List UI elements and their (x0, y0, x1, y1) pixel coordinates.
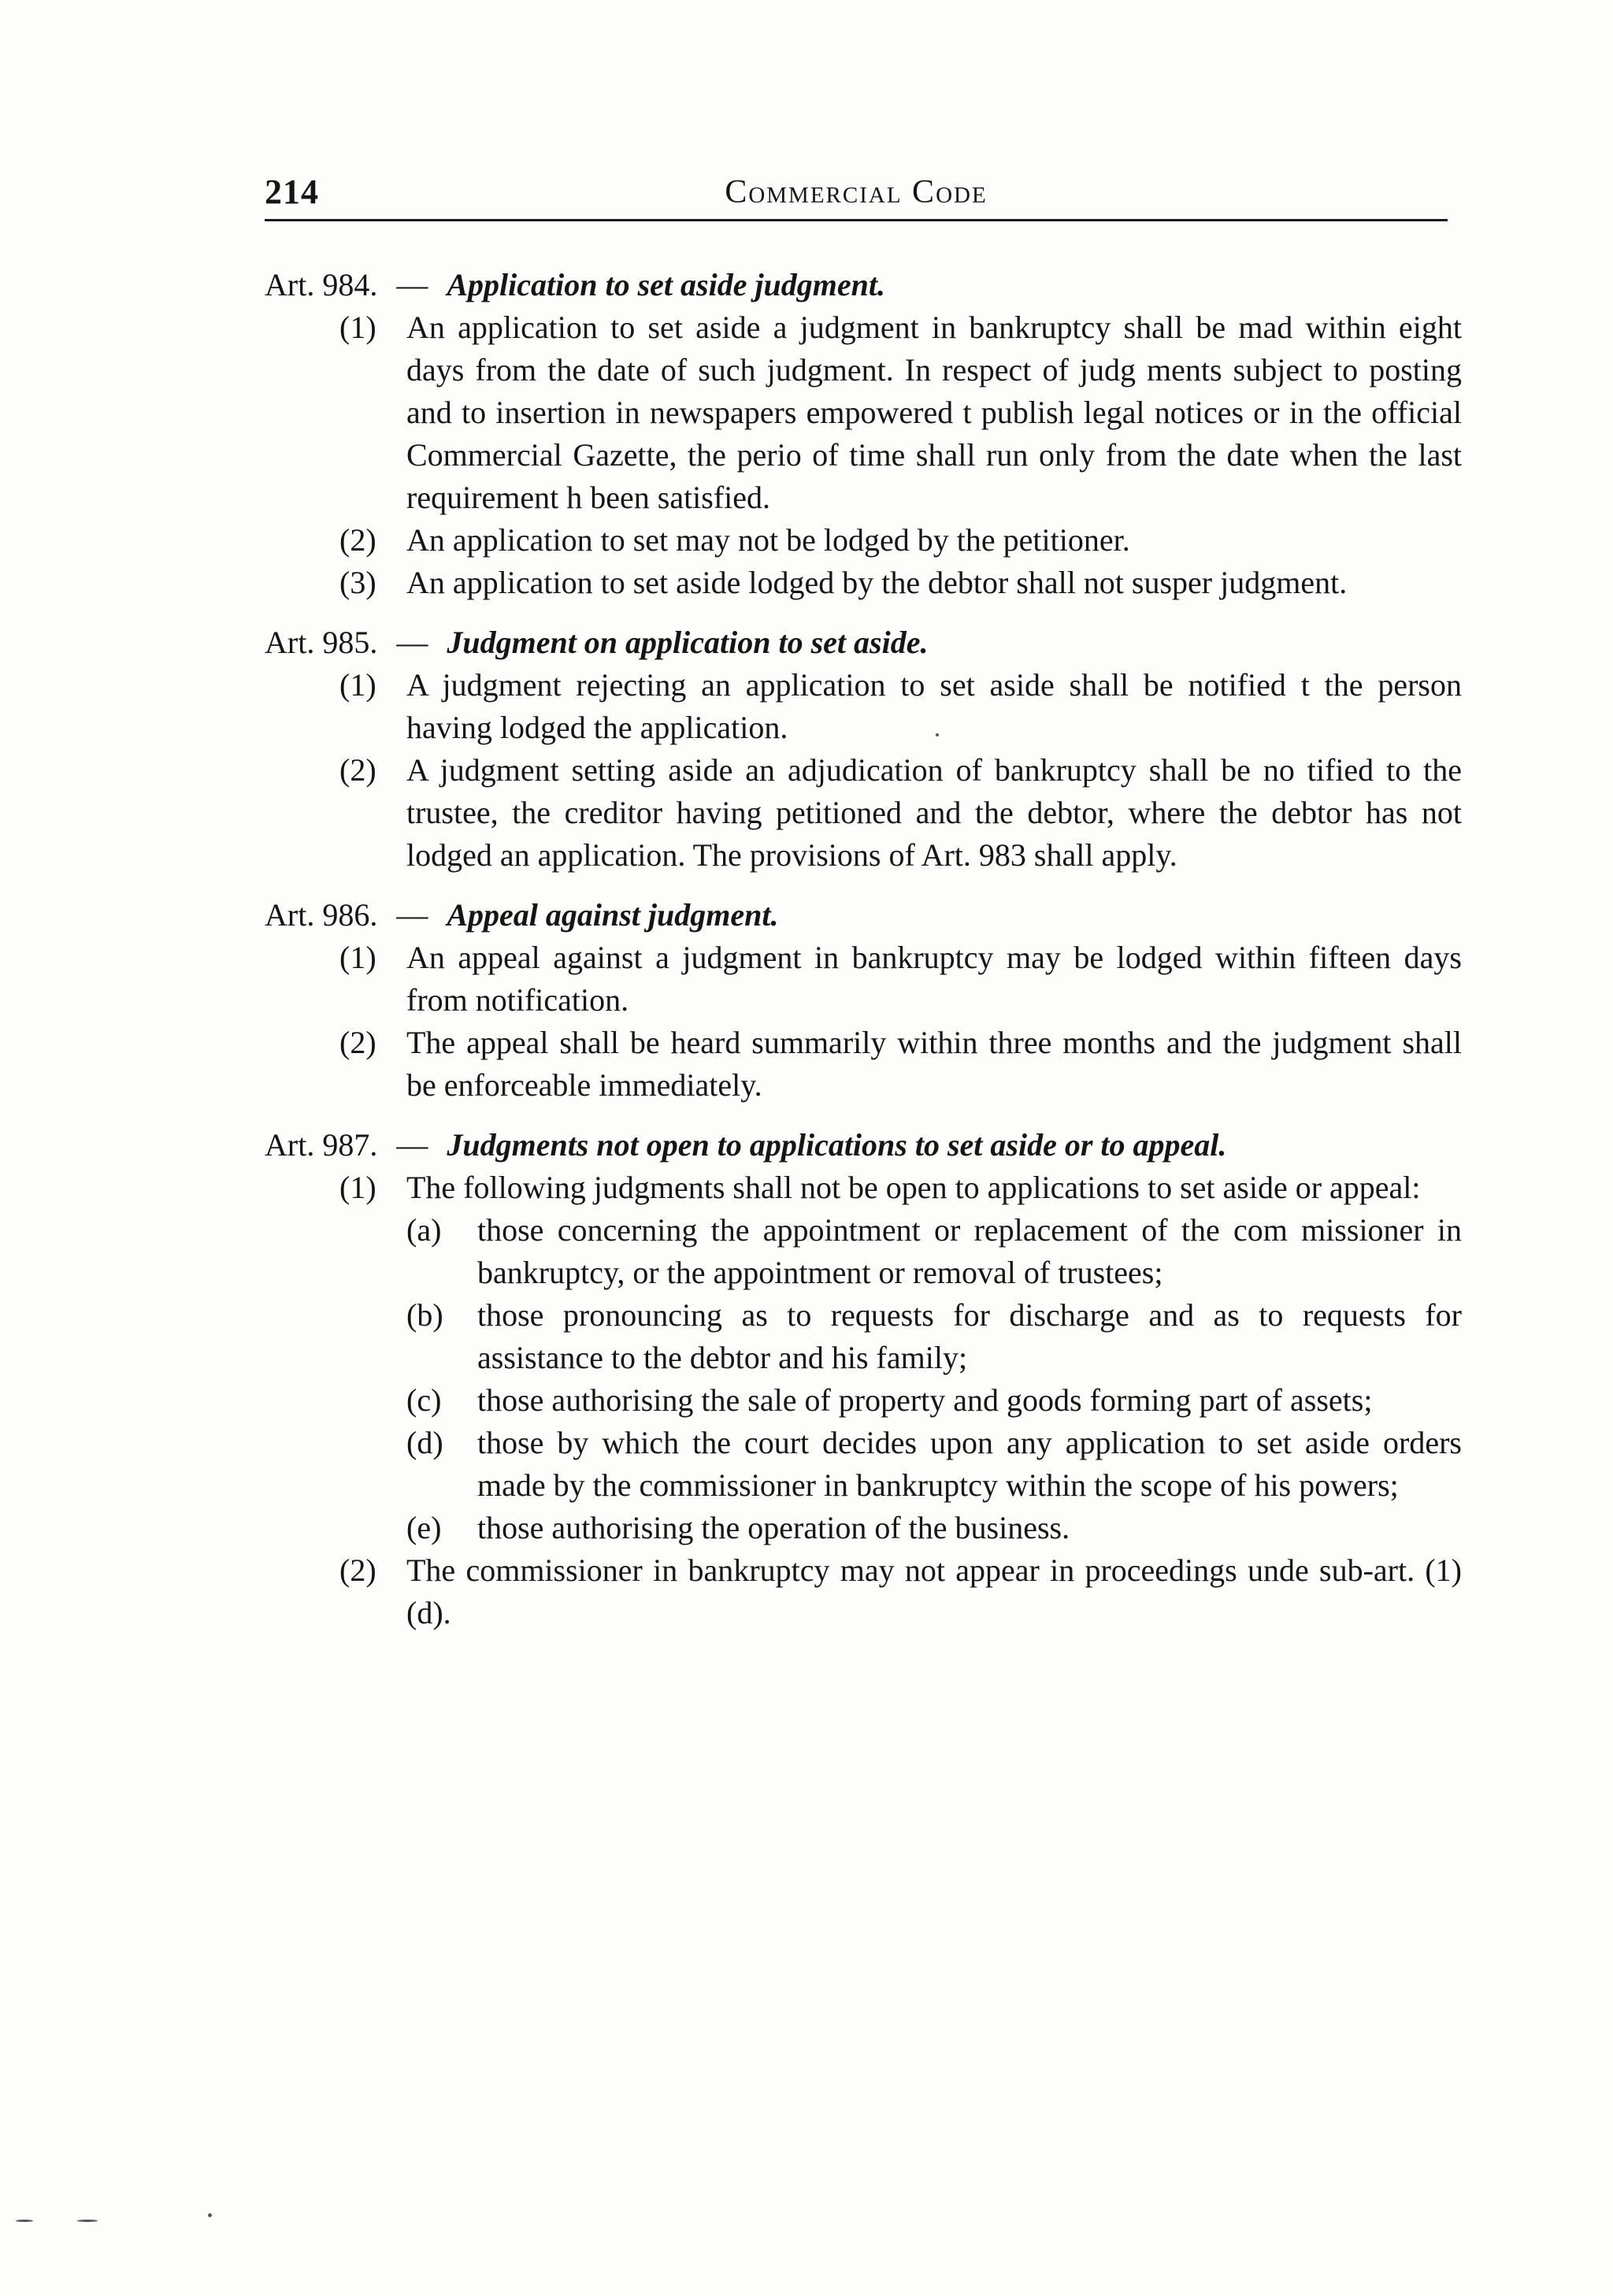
clause-text: The following judgments shall not be open to applications to set aside or appeal: (406, 1170, 1421, 1205)
article-number: Art. 987. (265, 1127, 378, 1163)
clause-text: A judgment rejecting an application to set aside shall be notified t the person having lodged the application. (406, 667, 1462, 745)
clause-text: An appeal against a judgment in bankruptcy may be lodged within fifteen days from notification. (406, 940, 1462, 1018)
article-985 (265, 621, 1462, 877)
list-item (265, 1209, 1462, 1294)
item-text: those pronouncing as to requests for discharge and as to requests for assistance to the debtor and his family; (477, 1297, 1462, 1375)
scan-speck (208, 2213, 212, 2217)
heading-dash: — (396, 1127, 428, 1163)
clause-text: A judgment setting aside an adjudication of bankruptcy shall be no tified to the trustee, the creditor having petitioned and the debtor, where the debtor has not lodged an application. The provisions of Art. 983 shall apply. (406, 752, 1462, 873)
heading-dash: — (396, 267, 428, 302)
page-number: 214 (265, 172, 319, 211)
article-984 (265, 264, 1462, 604)
clause-text: The appeal shall be heard summarily within three months and the judgment shall be enforceable immediately. (406, 1025, 1462, 1103)
item-text: those authorising the sale of property and goods forming part of assets; (477, 1382, 1373, 1418)
article-heading (265, 894, 1462, 937)
clause-number: (2) (339, 1025, 376, 1060)
article-heading (265, 264, 1462, 306)
heading-dash: — (396, 625, 428, 660)
list-item (265, 1507, 1462, 1549)
clause-number: (2) (339, 522, 376, 558)
page-header (265, 172, 1448, 216)
item-text: those by which the court decides upon any application to set aside orders made by the commissioner in bankruptcy within the scope of his powers; (477, 1425, 1462, 1503)
clause-text: An application to set may not be lodged by the petitioner. (406, 522, 1130, 558)
page-body (265, 264, 1462, 1652)
article-987 (265, 1124, 1462, 1634)
item-letter: (b) (406, 1297, 443, 1333)
list-item (265, 1379, 1462, 1422)
article-number: Art. 984. (265, 267, 378, 302)
item-letter: (a) (406, 1212, 442, 1248)
clause (265, 749, 1462, 877)
article-title: Judgment on application to set aside. (447, 625, 929, 660)
scan-speck (77, 2220, 98, 2222)
article-heading (265, 621, 1462, 664)
item-text: those concerning the appointment or replacement of the com missioner in bankruptcy, or the appointment or removal of trustees; (477, 1212, 1462, 1290)
clause-number: (2) (339, 1552, 376, 1588)
clause-number: (2) (339, 752, 376, 788)
article-number: Art. 985. (265, 625, 378, 660)
header-rule (265, 219, 1448, 221)
heading-dash: — (396, 897, 428, 933)
clause (265, 306, 1462, 519)
clause-text: The commissioner in bankruptcy may not appear in proceedings unde sub-art. (1) (d). (406, 1552, 1462, 1630)
item-text: those authorising the operation of the business. (477, 1510, 1070, 1545)
article-heading (265, 1124, 1462, 1167)
clause (265, 937, 1462, 1022)
clause (265, 1549, 1462, 1634)
clause (265, 664, 1462, 749)
clause (265, 562, 1462, 604)
list-item (265, 1422, 1462, 1507)
list-item (265, 1294, 1462, 1379)
item-letter: (d) (406, 1425, 443, 1460)
article-title: Judgments not open to applications to set aside or to appeal. (447, 1127, 1227, 1163)
scan-speck (936, 733, 939, 736)
article-986 (265, 894, 1462, 1107)
clause-number: (1) (339, 667, 376, 703)
clause-number: (1) (339, 310, 376, 345)
item-letter: (c) (406, 1382, 442, 1418)
clause (265, 519, 1462, 562)
article-title: Application to set aside judgment. (447, 267, 886, 302)
clause (265, 1022, 1462, 1107)
article-number: Art. 986. (265, 897, 378, 933)
clause-text: An application to set aside lodged by the debtor shall not susper judgment. (406, 565, 1348, 600)
clause-number: (1) (339, 940, 376, 975)
clause-text: An application to set aside a judgment in bankruptcy shall be mad within eight days from the date of such judgment. In respect of judg ments subject to posting and to insertion in newspapers empowered t publish legal notices or in the official Commercial Gazette, the perio of time shall run only from the date when the last requirement h been satisfied. (406, 310, 1462, 515)
scan-speck (16, 2220, 33, 2222)
item-letter: (e) (406, 1510, 442, 1545)
clause (265, 1167, 1462, 1209)
clause-number: (3) (339, 565, 376, 600)
clause-number: (1) (339, 1170, 376, 1205)
article-title: Appeal against judgment. (447, 897, 779, 933)
running-title: Commercial Code (725, 174, 988, 210)
